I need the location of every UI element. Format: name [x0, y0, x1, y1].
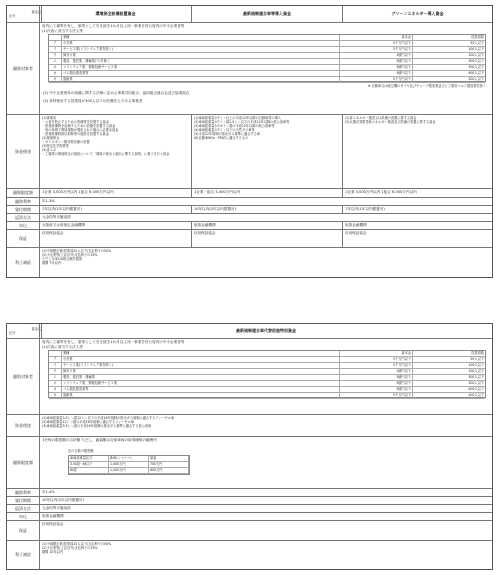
industry-row [49, 393, 485, 399]
use-line: (4)省エネ [42, 148, 57, 152]
industry-name: 小売業 [63, 41, 73, 45]
apply-green: 取扱金融機関 [342, 222, 492, 229]
industry-name: 小売業 [63, 357, 73, 361]
col-capital-2: 資本金 [339, 351, 412, 356]
industry-name: サービス業(ソフトウェア業を除く) [63, 363, 114, 367]
corner-fund-label-2: 資金名 [31, 327, 41, 331]
apply-row [7, 221, 492, 229]
use-line: ・公害を防止するための設備等を設置する資金 [42, 120, 109, 124]
use-line: (2)車両総重量が7トン超2.5トン以下の平成12年以降の低公害車等 [194, 120, 290, 124]
header-row-2 [7, 324, 492, 338]
industry-code: エ [49, 59, 62, 64]
industry-name: 製造、建設業、運輸業 [63, 375, 95, 379]
use-line: ・産業廃棄物排出抑制等の施設を設置する資金 [42, 132, 109, 136]
footnote: ※ 自動車又は航空機のタイヤ及びチューブ製造業並びに工業用ベルト製造業を除く [367, 84, 486, 88]
target-intro-2: 府内に工場等を有し、原則として引き続き1か月以上同一事業を営む府内の中小企業者等 [42, 340, 185, 344]
col-employees-2: 従業員数 [412, 351, 485, 356]
use-line: ・ダイオキシン類対策設備の設置 [42, 140, 90, 144]
industry-employees: 900人以下 [412, 71, 485, 76]
col-type-2: 業種 [63, 351, 70, 355]
industry-code: オ [49, 65, 62, 70]
use-line: (4)車両総重量が7トン以下の天然ガス車等 [194, 128, 255, 132]
industry-name: 旅館業 [63, 77, 73, 81]
industry-employees: 50人以下 [412, 357, 485, 362]
industry-employees: 100人以下 [412, 363, 485, 368]
industry-capital: 3億円以下 [339, 71, 412, 76]
subsidy-row [7, 247, 492, 277]
industry-code: イ [49, 47, 62, 52]
industry-employees: 100人以下 [412, 53, 485, 58]
use-label: 資金使途 [7, 115, 40, 188]
industry-capital: 5千万円以下 [339, 363, 412, 368]
industry-capital: 1億円以下 [339, 53, 412, 58]
industry-code: ウ [49, 369, 62, 374]
industry-code: キ [49, 393, 62, 398]
subsidy-line: (2)小企業等(上記以外)支払利子の25% [42, 253, 98, 257]
corner-cell [7, 6, 42, 22]
industry-code: オ [49, 381, 62, 386]
subsidy-line: 期間 10年以内 [42, 550, 64, 554]
industry-employees: 100人以下 [412, 47, 485, 52]
apply-row-2 [7, 512, 492, 520]
industry-employees: 200人以下 [412, 393, 485, 398]
term-label-2: 貸付期間 [7, 497, 40, 504]
target-note1-2: (1)次表に該当する法人等 [42, 344, 84, 349]
industry-capital: 3億円以下 [339, 375, 412, 380]
limit-vehicle: 1企業・組合 5,000万円以内 [191, 189, 342, 197]
industry-capital: 5千万円以下 [339, 47, 412, 52]
use-line: (3)車両総重量が3.5トン超の平成12年以降の低公害車等 [194, 124, 275, 128]
repay-value-2: 元金均等月賦返済 [39, 505, 492, 512]
limit-intro-2: 1台毎の限度額の合計額 ただし、融資額は対象車両の取得価格の範囲内 [42, 438, 157, 442]
col-header-green: グリーンエネルギー導入資金 [342, 6, 492, 22]
subsidy-line: (2)小企業等(上記以外)支払利子の25% [42, 546, 98, 550]
industry-name: サービス業(ソフトウェア業を除く) [63, 47, 114, 51]
use-line: ・産業廃棄物を処理するための設備を設置する資金 [42, 124, 116, 128]
use-line: (2)車両総重量12トン超の平成16年規制に適合するディーゼル車 [42, 420, 134, 424]
use-line: (1)車両総重量が7トン以上の平成12年以降の自動車等の導入 [194, 116, 282, 120]
corner-category-label-2: 区分 [9, 331, 16, 335]
term-row-2 [7, 496, 492, 504]
apply-value-2: 取扱金融機関 [39, 513, 492, 520]
subsidy-cell-2 [39, 541, 492, 569]
industry-name: 製造、建設業、運輸業(ウ)を除く [63, 59, 111, 63]
apply-label-2: 申込 [7, 513, 40, 520]
guarantee-value-2: 信用保証協会 [39, 521, 492, 540]
mini-cell: 架装 [149, 456, 189, 461]
use-label-2: 資金使途 [7, 415, 40, 436]
rate-value: 年1.3% [39, 198, 492, 205]
subsidy-label: 利子補給 [7, 248, 40, 277]
mini-cell: 8t超 [69, 468, 109, 473]
industry-code: エ [49, 375, 62, 380]
target-cell-2 [39, 339, 492, 414]
limit-green: 1企業 3,000万円以内 1組合 6,000万円以内 [342, 189, 492, 197]
industry-employees: 300人以下 [412, 65, 485, 70]
industry-capital: 5千万円以下 [339, 77, 412, 82]
industry-code: ア [49, 357, 62, 362]
limit-cell-2 [39, 437, 492, 488]
industry-capital: 5千万円以下 [339, 41, 412, 46]
rate-row-2 [7, 488, 492, 496]
limit-label-2: 融資限度額 [7, 437, 40, 488]
industry-capital: 5千万円以下 [339, 393, 412, 398]
use-line: ・府の条例で環境規制が強化された場合に必要な資金 [42, 128, 119, 132]
subsidy-line: ただし年率1%相当額を限度 [42, 257, 83, 261]
mini-row [69, 468, 189, 474]
use-line: (2)環境保全 [42, 136, 60, 140]
term-value-2: 10年以内(2年以内据置可) [39, 497, 492, 504]
target-note3: (3) 常時使用する従業員が300人以下の医療法人である事業者 [43, 99, 143, 103]
industry-name: 卸売り業 [63, 369, 76, 373]
term-vehicle: 10年以内(2年以内据置可) [191, 206, 342, 213]
use-green [342, 115, 492, 188]
mini-cell: 800万円 [149, 468, 189, 473]
term-env: 7年以内(1年以内据置可) [39, 206, 191, 213]
industry-name: 卸売り業 [63, 53, 76, 57]
apply-env: 大阪府又は府指定金融機関 [39, 222, 191, 229]
use-line: (5)平成12年規制の排出ガス基準に適合する車 [194, 132, 260, 136]
industry-name: ゴム製品製造業等 [63, 387, 89, 391]
guarantee-row-2 [7, 520, 492, 540]
industry-capital: 1億円以下 [339, 369, 412, 374]
repay-row-2 [7, 504, 492, 512]
rate-row [7, 197, 492, 205]
subsidy-cell [39, 248, 492, 277]
industry-name: ソフトウェア業、情報処理サービス業 [63, 65, 118, 69]
target-cell [39, 23, 492, 114]
industry-employees: 100人以下 [412, 369, 485, 374]
header-row [7, 6, 492, 22]
target-intro: 府内に工場等を有し、原則として引き続き1か月以上同一事業を営む府内の中小企業者等 [42, 24, 185, 28]
repay-label-2: 返済方法 [7, 505, 40, 512]
guarantee-label-2: 保証 [7, 521, 40, 540]
mini-cell: 700万円 [149, 462, 189, 467]
industry-capital: 3億円以下 [339, 387, 412, 392]
industry-employees: 200人以下 [412, 77, 485, 82]
subsidy-line: (1)小規模企業(従業員20人以下)支払利子の50% [42, 542, 112, 546]
target-label: 融資対象者 [7, 23, 40, 114]
industry-name: ゴム製品製造業等 [63, 71, 89, 75]
col-employees: 従業員数 [412, 35, 485, 40]
use-line: (3)特定化学物質等 [42, 144, 69, 148]
term-row [7, 205, 492, 213]
use-line: (1)事業用 [42, 116, 57, 120]
use-row [7, 114, 492, 188]
industry-code: ウ [49, 53, 62, 58]
guarantee-row [7, 229, 492, 247]
limit-mini-table [68, 455, 190, 475]
apply-vehicle: 取扱金融機関 [191, 222, 342, 229]
mini-cell: 1,000万円 [109, 462, 149, 467]
rate-label-2: 融資利率 [7, 489, 40, 496]
corner-fund-label: 資金名 [31, 10, 41, 14]
mini-cell: 1,500万円 [109, 468, 149, 473]
corner-category-label: 区分 [9, 14, 16, 18]
industry-table [48, 34, 486, 82]
rate-label: 融資利率 [7, 198, 40, 205]
repay-value: 元金均等月賦返済 [39, 214, 492, 221]
col-type: 業種 [63, 35, 70, 39]
use-row-2 [7, 414, 492, 436]
use-line: (1)省エネルギー施設又は設備の設置に要する資金 [345, 116, 417, 120]
col-capital: 資本金 [339, 35, 412, 40]
limit-row [7, 188, 492, 197]
subsidy-line: 期間 7年以内 [42, 261, 61, 265]
industry-capital: 3億円以下 [339, 381, 412, 386]
guarantee-green: 信用保証協会 [342, 230, 492, 247]
use-vehicle [191, 115, 342, 188]
term-label: 貸付期間 [7, 206, 40, 213]
industry-code: カ [49, 387, 62, 392]
guarantee-env: 信用保証協会 [39, 230, 191, 247]
loan-table-2 [6, 323, 493, 570]
industry-employees: 900人以下 [412, 387, 485, 392]
target-label-2: 融資対象者 [7, 339, 40, 414]
guarantee-vehicle: 信用保証協会 [191, 230, 342, 247]
limit-row-2 [7, 436, 492, 488]
industry-name: 旅館業 [63, 393, 73, 397]
industry-employees: 300人以下 [412, 59, 485, 64]
mini-cell: 3.5t超〜8t以下 [69, 462, 109, 467]
industry-capital: 3億円以下 [339, 59, 412, 64]
apply-label: 申込 [7, 222, 40, 229]
term-green: 7年以内(1年以内据置可) [342, 206, 492, 213]
industry-row [49, 77, 485, 83]
corner-cell-2 [7, 324, 42, 338]
subsidy-line: (1)中規模企業(従業員20人以下)支払利子の50% [42, 249, 112, 253]
limit-label: 融資限度額 [7, 189, 40, 197]
mini-cell: 新車(シャシー) [109, 456, 149, 461]
col-header-special: 最新規制適合車代替促進特別資金 [39, 324, 492, 338]
use-line: (2)太陽光発電等新エネルギー施設及び設備の設置に要する資金 [345, 120, 436, 124]
target-note1: (1)次表に該当する法人等 [42, 28, 84, 33]
use-line: (6)自動車NOx・PM法に適合するもの [194, 136, 249, 140]
industry-code: キ [49, 77, 62, 82]
use-line: (1)車両総重量3.5トン超12トン以下の平成16年規制の排出ガス規制に適合するディーゼル車 [42, 416, 175, 420]
use-line: ・工場等の環境保全の施設について「環境の保全と創出に関する条例」に基づき行う資金 [42, 152, 170, 156]
industry-capital: 3億円以下 [339, 65, 412, 70]
target-row-2 [7, 338, 492, 414]
target-row [7, 22, 492, 114]
use-cell-2 [39, 415, 492, 436]
industry-name: ソフトウェア業、情報処理サービス業 [63, 381, 118, 385]
col-header-vehicle: 最新規制適合車等導入資金 [191, 6, 342, 22]
subsidy-label-2: 利子補給 [7, 541, 40, 569]
industry-capital: 5千万円以下 [339, 357, 412, 362]
rate-value-2: 年1.4% [39, 489, 492, 496]
use-line: (3)車両総重量3.5トン超の平成16年規制の排出ガス基準に適合する低公害車 [42, 424, 152, 428]
industry-code: イ [49, 363, 62, 368]
target-note2: (2) 中小企業団体の組織に関する法律に定める事業共同組合、協同組合連合会及び協業組合 [43, 91, 190, 95]
mini-title: 次の台数の限度額 [68, 449, 94, 453]
industry-employees: 50人以下 [412, 41, 485, 46]
col-header-env: 環境保全設備設置資金 [39, 6, 191, 22]
subsidy-row-2 [7, 540, 492, 569]
loan-table-1 [6, 5, 493, 278]
repay-label: 返済方法 [7, 214, 40, 221]
industry-code: ア [49, 41, 62, 46]
limit-env: 1企業 3,000万円以内 1組合 6,000万円以内 [39, 189, 191, 197]
industry-table-2 [48, 350, 486, 398]
mini-cell: 車両総重量区分 [69, 456, 109, 461]
industry-employees: 300人以下 [412, 375, 485, 380]
use-env [39, 115, 191, 188]
industry-code: カ [49, 71, 62, 76]
repay-row [7, 213, 492, 221]
industry-employees: 300人以下 [412, 381, 485, 386]
guarantee-label: 保証 [7, 230, 40, 247]
